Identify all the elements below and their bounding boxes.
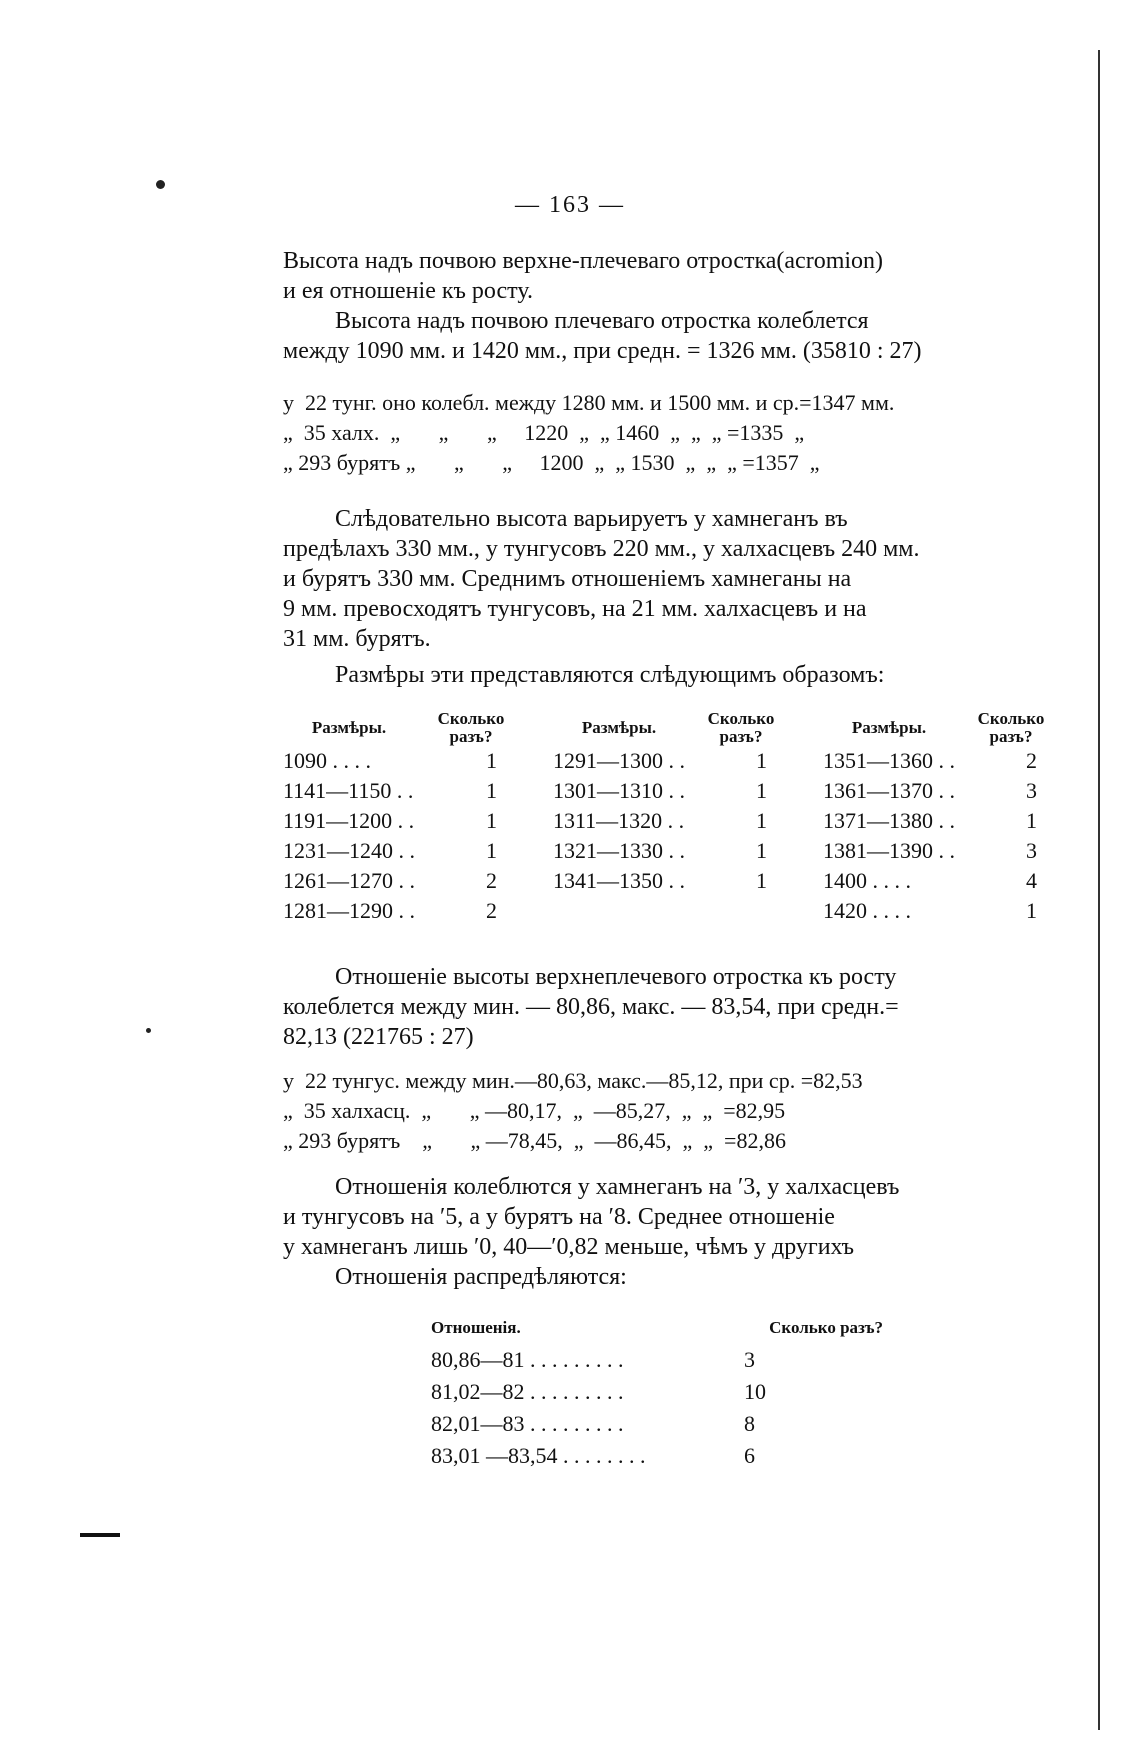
ink-speck xyxy=(146,1028,151,1033)
text-line: у 22 тунгус. между мин.—80,63, макс.—85,12, при ср. =82,53 xyxy=(283,1068,863,1093)
table-cell: 3 xyxy=(1026,838,1037,863)
table-cell: 80,86—81 . . . . . . . . . xyxy=(431,1347,624,1372)
table-cell: 1 xyxy=(486,778,497,803)
table-cell: 1361—1370 . . xyxy=(823,778,955,803)
table-cell: 1420 . . . . xyxy=(823,898,911,923)
text-line: Размѣры эти представляются слѣдующимъ образомъ: xyxy=(335,662,885,688)
table-row xyxy=(283,806,1067,836)
margin-dash xyxy=(80,1533,120,1537)
table-cell: 1 xyxy=(486,808,497,833)
text-line: предѣлахъ 330 мм., у тунгусовъ 220 мм., у халхасцевъ 240 мм. xyxy=(283,536,920,562)
table-row xyxy=(283,866,1067,896)
text-line: „ 293 бурятъ „ „ —78,45, „ —86,45, „ „ =82,86 xyxy=(283,1128,786,1153)
text-line: у хамнеганъ лишь ′0, 40—′0,82 меньше, чѣмъ у другихъ xyxy=(283,1234,855,1260)
column-header: Сколько разъ? xyxy=(769,1318,883,1337)
table-cell: 1281—1290 . . xyxy=(283,898,415,923)
column-header: Размѣры. xyxy=(581,718,657,737)
table-cell: 1 xyxy=(486,838,497,863)
column-header: Сколько разъ? xyxy=(437,709,505,746)
paragraph xyxy=(283,660,1000,690)
table-cell: 6 xyxy=(744,1443,755,1468)
table-cell: 1 xyxy=(1026,898,1037,923)
group-comparison xyxy=(283,1066,1000,1156)
column-header: Отношенія. xyxy=(431,1318,521,1337)
text-line: Высота надъ почвою верхне-плечеваго отростка(acromion) xyxy=(283,248,884,274)
text-line: Отношеніе высоты верхнеплечевого отростка къ росту xyxy=(335,964,897,990)
text-line: 31 мм. бурятъ. xyxy=(283,626,431,652)
text-line: „ 35 халхасц. „ „ —80,17, „ —85,27, „ „ =82,95 xyxy=(283,1098,786,1123)
table-cell: 1 xyxy=(1026,808,1037,833)
text-line: Высота надъ почвою плечеваго отростка колеблется xyxy=(335,308,869,334)
table-row xyxy=(430,1376,884,1408)
column-header: Сколько разъ? xyxy=(977,709,1045,746)
column-header: Размѣры. xyxy=(311,718,387,737)
text-line: и тунгусовъ на ′5, а у бурятъ на ′8. Среднее отношеніе xyxy=(283,1204,835,1230)
text-line: и ея отношеніе къ росту. xyxy=(283,278,533,304)
table-cell: 1 xyxy=(756,838,767,863)
ratio-table xyxy=(430,1312,884,1472)
text-line: колеблется между мин. — 80,86, макс. — 83,54, при средн.= xyxy=(283,994,899,1020)
table-cell: 1261—1270 . . xyxy=(283,868,415,893)
table-row xyxy=(430,1440,884,1472)
text-line: Слѣдовательно высота варьируетъ у хамнеганъ въ xyxy=(335,506,848,532)
table-row xyxy=(430,1408,884,1440)
text-line: 9 мм. превосходятъ тунгусовъ, на 21 мм. халхасцевъ и на xyxy=(283,596,867,622)
page-number: — 163 — xyxy=(515,192,625,218)
table-cell: 8 xyxy=(744,1411,755,1436)
table-cell: 1351—1360 . . xyxy=(823,748,955,773)
table-cell: 1341—1350 . . xyxy=(553,868,685,893)
table-cell: 83,01 —83,54 . . . . . . . . xyxy=(431,1443,646,1468)
table-row xyxy=(283,746,1067,776)
column-header: Размѣры. xyxy=(851,718,927,737)
table-cell: 1 xyxy=(756,778,767,803)
text-line: Отношенія колеблются у хамнеганъ на ′3, у халхасцевъ xyxy=(335,1174,900,1200)
table-cell: 1191—1200 . . xyxy=(283,808,415,833)
table-cell: 1400 . . . . xyxy=(823,868,911,893)
table-cell: 2 xyxy=(1026,748,1037,773)
ink-speck xyxy=(156,180,165,189)
table-cell: 1 xyxy=(756,868,767,893)
text-line: 82,13 (221765 : 27) xyxy=(283,1024,474,1050)
table-row xyxy=(283,836,1067,866)
paragraph xyxy=(283,1172,1000,1262)
table-cell: 10 xyxy=(744,1379,766,1404)
table-row xyxy=(283,896,1067,926)
table-cell: 1311—1320 . . xyxy=(553,808,685,833)
text-line: „ 35 халх. „ „ „ 1220 „ „ 1460 „ „ „ =1335 „ xyxy=(283,420,805,445)
page-edge-line xyxy=(1098,50,1100,1730)
table-cell: 1090 . . . . xyxy=(283,748,371,773)
text-line: у 22 тунг. оно колебл. между 1280 мм. и 1500 мм. и ср.=1347 мм. xyxy=(283,390,895,415)
section-heading xyxy=(283,246,1000,306)
paragraph xyxy=(283,504,1000,654)
table-cell: 2 xyxy=(486,898,497,923)
group-comparison xyxy=(283,388,1000,478)
table-cell: 82,01—83 . . . . . . . . . xyxy=(431,1411,624,1436)
text-line: „ 293 бурятъ „ „ „ 1200 „ „ 1530 „ „ „ =1357 „ xyxy=(283,450,820,475)
paragraph xyxy=(283,1262,1000,1292)
table-cell: 1 xyxy=(756,748,767,773)
text-line: и бурятъ 330 мм. Среднимъ отношеніемъ хамнеганы на xyxy=(283,566,852,592)
table-cell: 1301—1310 . . xyxy=(553,778,685,803)
sizes-table xyxy=(283,710,1067,926)
table-cell: 1371—1380 . . xyxy=(823,808,955,833)
text-line: между 1090 мм. и 1420 мм., при средн. = 1326 мм. (35810 : 27) xyxy=(283,338,922,364)
table-cell: 4 xyxy=(1026,868,1037,893)
table-cell: 1381—1390 . . xyxy=(823,838,955,863)
column-header: Сколько разъ? xyxy=(707,709,775,746)
table-cell: 3 xyxy=(1026,778,1037,803)
paragraph xyxy=(283,306,1000,366)
table-cell: 1231—1240 . . xyxy=(283,838,415,863)
table-cell: 1 xyxy=(486,748,497,773)
table-cell: 1291—1300 . . xyxy=(553,748,685,773)
table-cell: 2 xyxy=(486,868,497,893)
text-line: Отношенія распредѣляются: xyxy=(335,1264,627,1290)
table-cell: 1321—1330 . . xyxy=(553,838,685,863)
table-cell: 1141—1150 . . xyxy=(283,778,414,803)
table-cell: 3 xyxy=(744,1347,755,1372)
table-cell: 1 xyxy=(756,808,767,833)
table-cell: 81,02—82 . . . . . . . . . xyxy=(431,1379,624,1404)
table-row xyxy=(283,776,1067,806)
table-row xyxy=(430,1344,884,1376)
paragraph xyxy=(283,962,1000,1052)
